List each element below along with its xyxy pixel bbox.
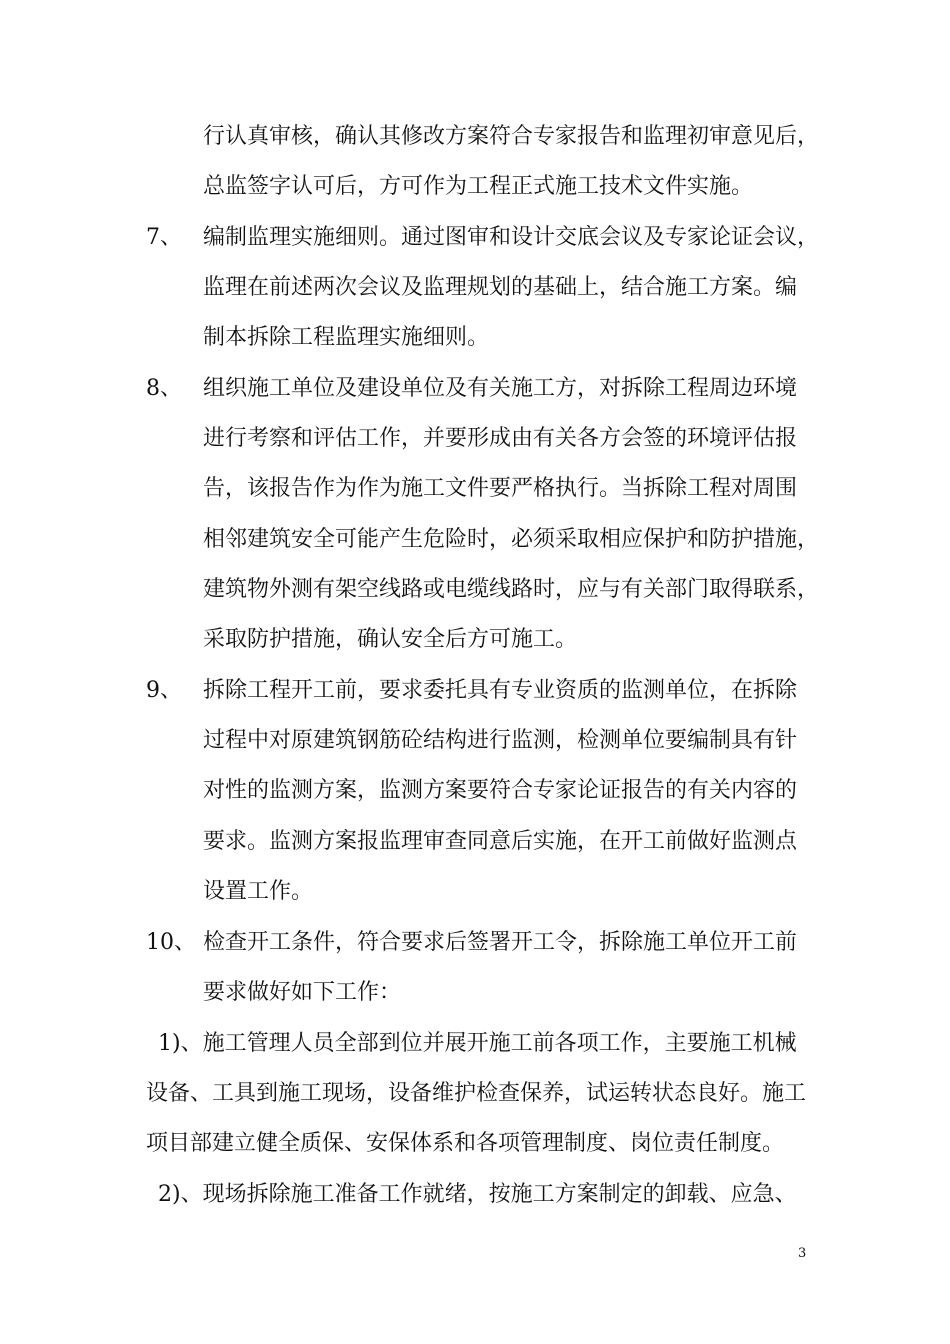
item-text-line: 过程中对原建筑钢筋砼结构进行监测，检测单位要编制具有针 bbox=[203, 728, 798, 753]
item-text-line: 告，该报告作为作为施工文件要严格执行。当拆除工程对周围 bbox=[203, 476, 798, 501]
item-text-line: 建筑物外测有架空线路或电缆线路时，应与有关部门取得联系， bbox=[203, 577, 820, 602]
item-text-line: 要求做好如下工作： bbox=[203, 980, 402, 1005]
item-number: 7、 bbox=[146, 225, 182, 250]
item-text-line: 设置工作。 bbox=[203, 879, 314, 904]
sub-item-text-line: 1)、施工管理人员全部到位并展开施工前各项工作，主要施工机械 bbox=[158, 1031, 797, 1056]
sub-item-text-line: 2)、现场拆除施工准备工作就绪，按施工方案制定的卸载、应急、 bbox=[158, 1182, 797, 1207]
item-text-line: 编制监理实施细则。通过图审和设计交底会议及专家论证会议， bbox=[203, 225, 820, 250]
sub-item-text-line: 设备、工具到施工现场，设备维护检查保养，试运转状态良好。施工 bbox=[146, 1081, 807, 1106]
item-text-line: 对性的监测方案，监测方案要符合专家论证报告的有关内容的 bbox=[203, 778, 798, 803]
item-text-line: 组织施工单位及建设单位及有关施工方，对拆除工程周边环境 bbox=[203, 376, 798, 401]
item-text-line: 检查开工条件，符合要求后签署开工令，拆除施工单位开工前 bbox=[203, 930, 798, 955]
item-number: 10、 bbox=[146, 930, 196, 955]
item-number: 8、 bbox=[146, 376, 182, 401]
intro-line-1: 行认真审核，确认其修改方案符合专家报告和监理初审意见后， bbox=[203, 124, 820, 149]
item-text-line: 要求。监测方案报监理审查同意后实施，在开工前做好监测点 bbox=[203, 829, 798, 854]
item-text-line: 采取防护措施，确认安全后方可施工。 bbox=[203, 627, 578, 652]
item-text-line: 相邻建筑安全可能产生危险时，必须采取相应保护和防护措施， bbox=[203, 527, 820, 552]
intro-line-2: 总监签字认可后，方可作为工程正式施工技术文件实施。 bbox=[203, 174, 754, 199]
item-text-line: 监理在前述两次会议及监理规划的基础上，结合施工方案。编 bbox=[203, 275, 798, 300]
item-text-line: 进行考察和评估工作，并要形成由有关各方会签的环境评估报 bbox=[203, 426, 798, 451]
item-number: 9、 bbox=[146, 678, 182, 703]
page-number: 3 bbox=[798, 1246, 807, 1261]
item-text-line: 制本拆除工程监理实施细则。 bbox=[203, 325, 490, 350]
item-text-line: 拆除工程开工前，要求委托具有专业资质的监测单位，在拆除 bbox=[203, 678, 798, 703]
sub-item-text-line: 项目部建立健全质保、安保体系和各项管理制度、岗位责任制度。 bbox=[146, 1131, 785, 1156]
